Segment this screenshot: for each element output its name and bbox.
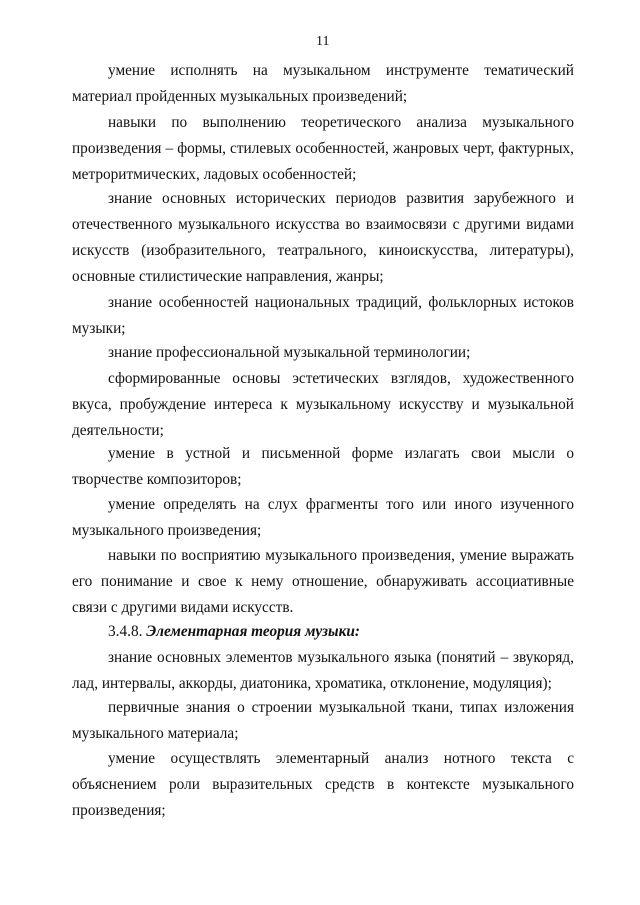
section-number: 3.4.8. — [108, 623, 143, 640]
paragraph-6: сформированные основы эстетических взглядов, художественного вкуса, пробуждение интереса к музыкальному искусству и музыкальной деятельности; — [72, 370, 574, 439]
paragraph-1: умение исполнять на музыкальном инструменте тематический материал пройденных музыкальных произведений; — [72, 62, 574, 105]
paragraph-10: знание основных элементов музыкального языка (понятий – звукоряд, лад, интервалы, аккорды, диатоника, хроматика, отклонение, модуляция); — [72, 649, 574, 692]
paragraph-11: первичные знания о строении музыкальной ткани, типах изложения музыкального материала; — [72, 699, 574, 742]
paragraph-5: знание профессиональной музыкальной терминологии; — [108, 344, 471, 361]
paragraph-12: умение осуществлять элементарный анализ нотного текста с объяснением роли выразительных средств в контексте музыкального произведения; — [72, 750, 574, 819]
section-heading — [108, 619, 360, 645]
paragraph-7: умение в устной и письменной форме излагать свои мысли о творчестве композиторов; — [72, 445, 574, 488]
paragraph-2: навыки по выполнению теоретического анализа музыкального произведения – формы, стилевых особенностей, жанровых черт, фактурных, метроритмических, ладовых особенностей; — [72, 114, 574, 183]
paragraph-3: знание основных исторических периодов развития зарубежного и отечественного музыкального искусства во взаимосвязи с другими видами искусств (изобразительного, театрального, киноискусства, литературы), основные стилистические направления, жанры; — [72, 190, 574, 285]
paragraph-4: знание особенностей национальных традиций, фольклорных истоков музыки; — [72, 294, 574, 337]
paragraph-8: умение определять на слух фрагменты того или иного изученного музыкального произведения; — [72, 496, 574, 539]
paragraph-9: навыки по восприятию музыкального произведения, умение выражать его понимание и свое к нему отношение, обнаруживать ассоциативные связи с другими видами искусств. — [72, 547, 574, 616]
page-number: 11 — [316, 34, 330, 49]
section-title: Элементарная теория музыки: — [146, 623, 360, 640]
